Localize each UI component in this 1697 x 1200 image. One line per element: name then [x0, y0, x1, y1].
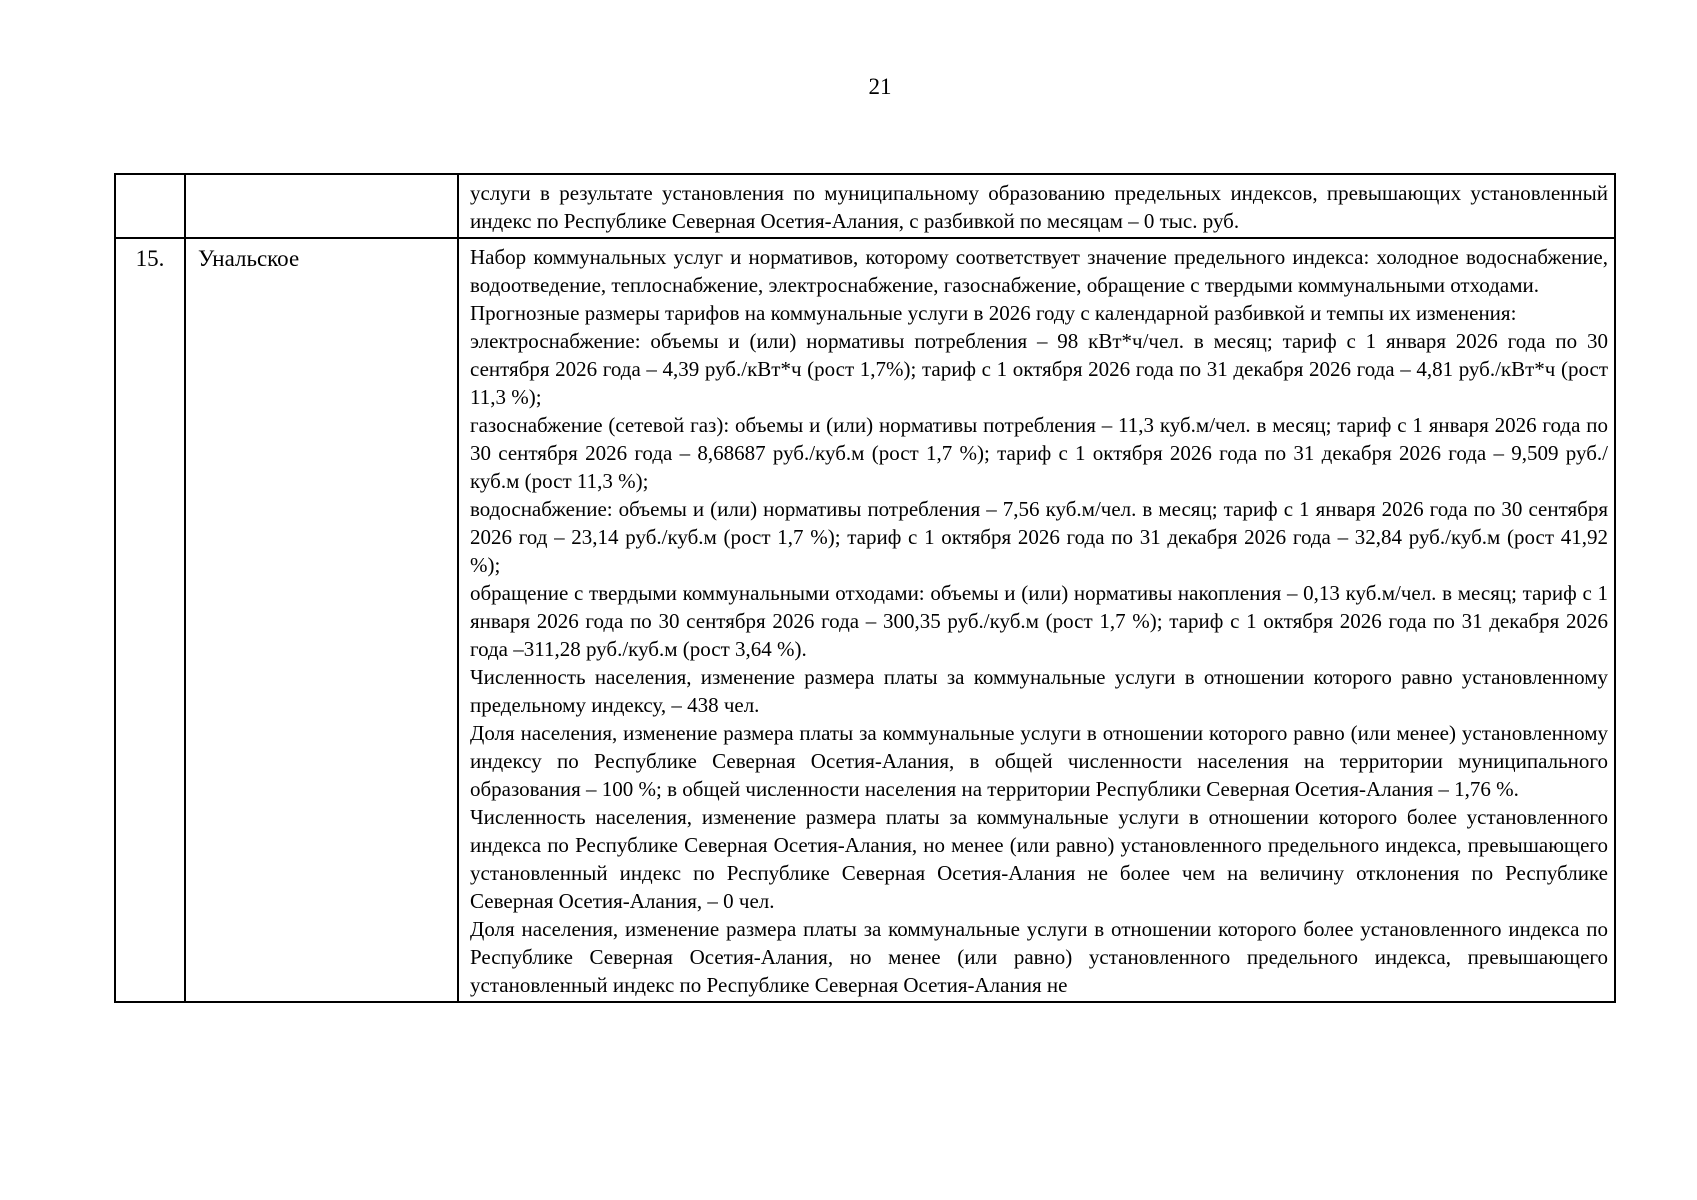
page-number: 21 — [868, 74, 892, 99]
description-paragraph: Доля населения, изменение размера платы за коммунальные услуги в отношении которого равно (или менее) установленному индексу по Республике Северная Осетия-Алания, в общей численности населения на территории муниципального образования – 100 %; в общей численности населения на территории Республики Северная Осетия-Алания – 1,76 %. — [470, 721, 1608, 801]
description-paragraph: водоснабжение: объемы и (или) нормативы потребления – 7,56 куб.м/чел. в месяц; тариф с 1 января 2026 года по 30 сентября 2026 год – 23,14 руб./куб.м (рост 1,7 %); тариф с 1 октября 2026 года по 31 декабря 2026 года – 32,84 руб./куб.м (рост 41,92 %); — [470, 497, 1608, 577]
row-number-cell: 15. — [115, 238, 185, 1002]
municipality-name-cell — [185, 174, 458, 238]
description-paragraph: Численность населения, изменение размера платы за коммунальные услуги в отношении которого равно установленному предельному индексу, – 438 чел. — [470, 665, 1608, 717]
description-cell — [458, 238, 1615, 1002]
description-paragraph: обращение с твердыми коммунальными отходами: объемы и (или) нормативы накопления – 0,13 куб.м/чел. в месяц; тариф с 1 января 2026 года по 30 сентября 2026 года – 300,35 руб./куб.м (рост 1,7 %); тариф с 1 октября 2026 года по 31 декабря 2026 года –311,28 руб./куб.м (рост 3,64 %). — [470, 581, 1608, 661]
description-paragraph: Набор коммунальных услуг и нормативов, которому соответствует значение предельного индекса: холодное водоснабжение, водоотведение, теплоснабжение, электроснабжение, газоснабжение, обращение с твердыми коммунальными отходами. — [470, 245, 1608, 297]
description-paragraph: электроснабжение: объемы и (или) нормативы потребления – 98 кВт*ч/чел. в месяц; тариф с 1 января 2026 года по 30 сентября 2026 года – 4,39 руб./кВт*ч (рост 1,7%); тариф с 1 октября 2026 года по 31 декабря 2026 года – 4,81 руб./кВт*ч (рост 11,3 %); — [470, 329, 1608, 409]
description-paragraph: услуги в результате установления по муниципальному образованию предельных индексов, превышающих установленный индекс по Республике Северная Осетия-Алания, с разбивкой по месяцам – 0 тыс. руб. — [470, 181, 1608, 233]
table-row — [115, 238, 1615, 1002]
description-cell — [458, 174, 1615, 238]
document-table — [114, 173, 1616, 1003]
description-paragraph: газоснабжение (сетевой газ): объемы и (или) нормативы потребления – 11,3 куб.м/чел. в месяц; тариф с 1 января 2026 года по 30 сентября 2026 года – 8,68687 руб./куб.м (рост 1,7 %); тариф с 1 октября 2026 года по 31 декабря 2026 года – 9,509 руб./куб.м (рост 11,3 %); — [470, 413, 1608, 493]
row-number-cell — [115, 174, 185, 238]
table-row — [115, 174, 1615, 238]
description-paragraph: Численность населения, изменение размера платы за коммунальные услуги в отношении которого более установленного индекса по Республике Северная Осетия-Алания, но менее (или равно) установленного предельного индекса, превышающего установленный индекс по Республике Северная Осетия-Алания не более чем на величину отклонения по Республике Северная Осетия-Алания, – 0 чел. — [470, 805, 1608, 913]
municipality-name-cell: Унальское — [185, 238, 458, 1002]
description-paragraph: Прогнозные размеры тарифов на коммунальные услуги в 2026 году с календарной разбивкой и темпы их изменения: — [470, 301, 1517, 325]
description-paragraph: Доля населения, изменение размера платы за коммунальные услуги в отношении которого более установленного индекса по Республике Северная Осетия-Алания, но менее (или равно) установленного предельного индекса, превышающего установленный индекс по Республике Северная Осетия-Алания не — [470, 917, 1608, 997]
